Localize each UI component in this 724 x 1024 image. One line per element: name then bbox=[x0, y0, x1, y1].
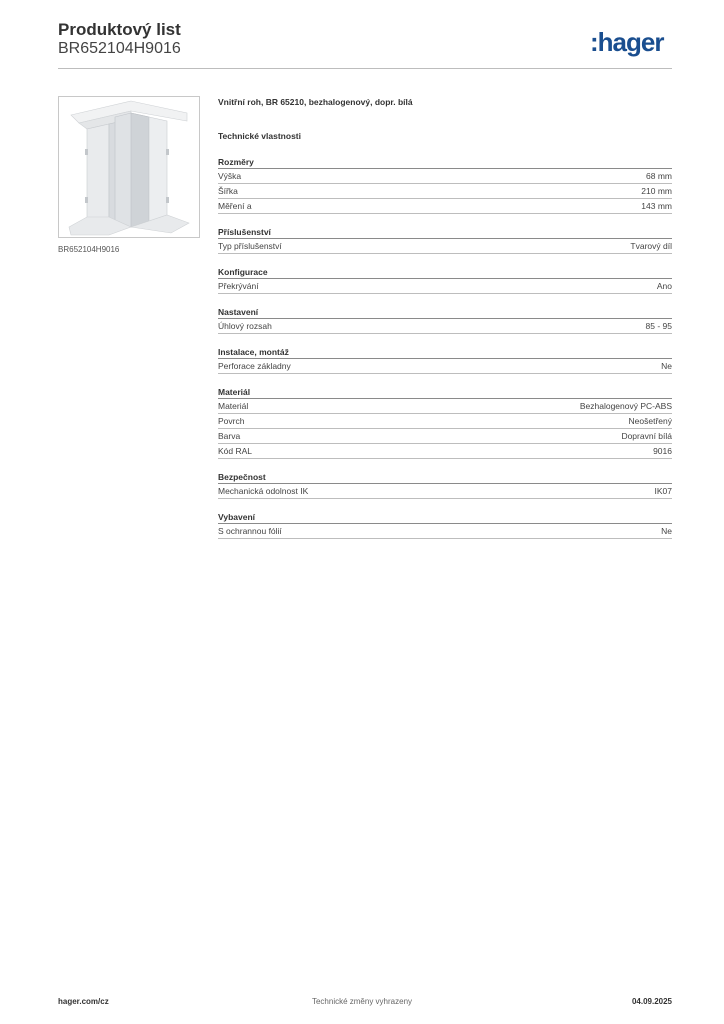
product-code: BR652104H9016 bbox=[58, 40, 181, 57]
spec-group bbox=[218, 266, 672, 294]
image-caption: BR652104H9016 bbox=[58, 245, 120, 254]
spec-value: 143 mm bbox=[641, 201, 672, 211]
spec-row bbox=[218, 279, 672, 294]
spec-group-title: Rozměry bbox=[218, 156, 672, 169]
spec-group-title: Bezpečnost bbox=[218, 471, 672, 484]
spec-value: 9016 bbox=[653, 446, 672, 456]
spec-group bbox=[218, 346, 672, 374]
spec-value: 210 mm bbox=[641, 186, 672, 196]
spec-label: Povrch bbox=[218, 416, 245, 426]
spec-row bbox=[218, 359, 672, 374]
spec-group bbox=[218, 511, 672, 539]
hager-logo-text: :hager bbox=[590, 27, 664, 57]
spec-row bbox=[218, 414, 672, 429]
spec-groups bbox=[218, 156, 672, 539]
spec-label: Materiál bbox=[218, 401, 249, 411]
page-title: Produktový list bbox=[58, 20, 181, 39]
spec-row bbox=[218, 239, 672, 254]
spec-label: Překrývání bbox=[218, 281, 259, 291]
spec-value: Dopravní bílá bbox=[621, 431, 672, 441]
spec-group bbox=[218, 156, 672, 214]
spec-label: Šířka bbox=[218, 186, 238, 196]
spec-label: Kód RAL bbox=[218, 446, 253, 456]
spec-group-title: Příslušenství bbox=[218, 226, 672, 239]
spec-section-title: Technické vlastnosti bbox=[218, 131, 301, 141]
product-description: Vnitřní roh, BR 65210, bezhalogenový, dopr. bílá bbox=[218, 97, 413, 107]
spec-label: Výška bbox=[218, 171, 242, 181]
spec-row bbox=[218, 199, 672, 214]
spec-value: Ne bbox=[661, 361, 672, 371]
spec-row bbox=[218, 429, 672, 444]
spec-group-title: Vybavení bbox=[218, 511, 672, 524]
spec-group bbox=[218, 226, 672, 254]
inner-corner-illustration bbox=[59, 97, 199, 237]
spec-value: Ne bbox=[661, 526, 672, 536]
product-image bbox=[58, 96, 200, 238]
footer-website: hager.com/cz bbox=[58, 997, 109, 1006]
spec-label: S ochrannou fólií bbox=[218, 526, 282, 536]
hager-logo bbox=[590, 27, 674, 59]
spec-label: Mechanická odolnost IK bbox=[218, 486, 309, 496]
spec-group bbox=[218, 386, 672, 459]
spec-value: Ano bbox=[656, 281, 672, 291]
spec-group-title: Materiál bbox=[218, 386, 672, 399]
spec-value: IK07 bbox=[654, 486, 672, 496]
spec-label: Perforace základny bbox=[218, 361, 291, 371]
spec-label: Úhlový rozsah bbox=[218, 321, 272, 331]
spec-group bbox=[218, 471, 672, 499]
spec-value: 68 mm bbox=[646, 171, 672, 181]
spec-label: Barva bbox=[218, 431, 241, 441]
spec-group bbox=[218, 306, 672, 334]
spec-group-title: Konfigurace bbox=[218, 266, 672, 279]
spec-group-title: Instalace, montáž bbox=[218, 346, 672, 359]
spec-label: Typ příslušenství bbox=[218, 241, 282, 251]
spec-value: 85 - 95 bbox=[645, 321, 672, 331]
spec-row bbox=[218, 484, 672, 499]
spec-row bbox=[218, 169, 672, 184]
footer-disclaimer: Technické změny vyhrazeny bbox=[311, 997, 413, 1006]
spec-value: Tvarový díl bbox=[630, 241, 672, 251]
spec-value: Neošetřený bbox=[628, 416, 672, 426]
footer-date: 04.09.2025 bbox=[631, 997, 672, 1006]
spec-row bbox=[218, 184, 672, 199]
spec-row bbox=[218, 399, 672, 414]
spec-row bbox=[218, 524, 672, 539]
spec-row bbox=[218, 319, 672, 334]
spec-value: Bezhalogenový PC-ABS bbox=[579, 401, 672, 411]
header-divider bbox=[58, 68, 672, 69]
spec-row bbox=[218, 444, 672, 459]
spec-label: Měření a bbox=[218, 201, 252, 211]
spec-group-title: Nastavení bbox=[218, 306, 672, 319]
spec-content bbox=[218, 96, 672, 539]
